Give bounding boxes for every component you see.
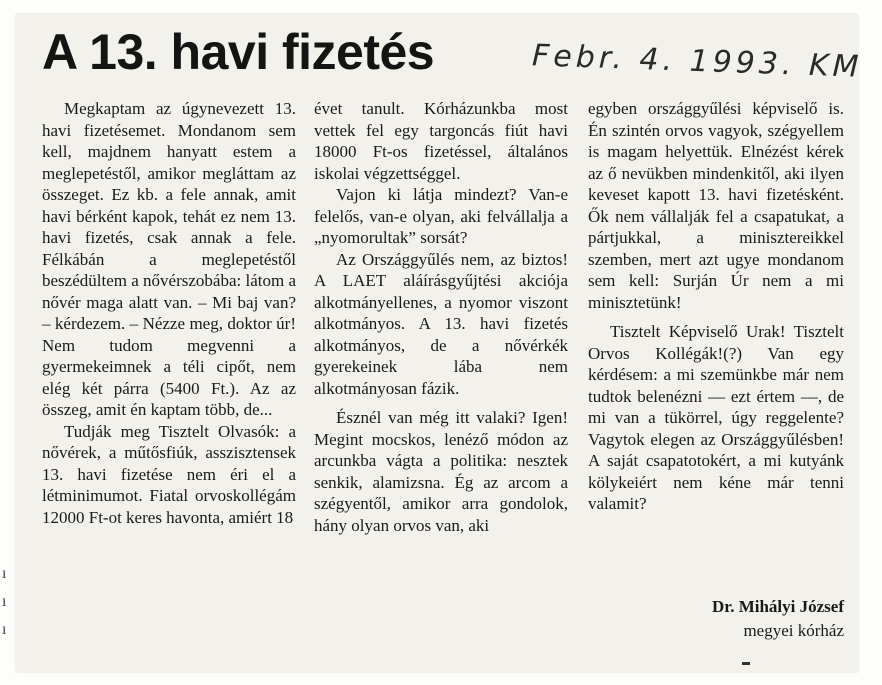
author-affiliation: megyei kórház [743, 621, 844, 640]
paragraph: egyben országgyűlési képviselő is. Én szintén orvos vagyok, szégyellem is magam helyettük. Elnézést kérek az ő nevükben mindenkitől, aki ilyen keveset kapott 13. havi fizetésként. Ők nem vállalják fel a csapatukat, a pártjukkal, a minisztereikkel szemben, mert azt ugye mondanom sem kell: Surján Úr nem a mi minisztetünk! [588, 99, 844, 312]
article-headline: A 13. havi fizetés [42, 24, 435, 80]
paragraph: évet tanult. Kórházunkba most vettek fel egy targoncás fiút havi 18000 Ft-os fizetéssel, általános iskolai végzettséggel. [314, 99, 568, 183]
left-edge-marks: ı ı ı [2, 565, 7, 638]
paragraph: Tisztelt Képviselő Urak! Tisztelt Orvos Kollégák!(?) Van egy kérdésem: a mi szemünkbe már nem tudtok belenézni — ezt értem —, de mi van a tükörrel, úgy reggelente? Vagytok elegen az Országgyűlésben! A saját csapatotokért, a mi kutyánk kölykeiért nem kéne már tenni valamit? [588, 322, 844, 513]
article-column-2 [314, 98, 568, 536]
section-spacer [314, 399, 568, 407]
paragraph: Vajon ki látja mindezt? Van-e felelős, van-e olyan, aki felvállalja a „nyomorultak” sorsát? [314, 185, 568, 247]
article-column-3 [588, 98, 844, 515]
print-mark [742, 662, 750, 665]
paragraph: Az Országgyűlés nem, az biztos! A LAET aláírásgyűjtési akciója alkotmányellenes, a nyomor viszont alkotmányos. A 13. havi fizetés alkotmányos, de a nővérkék gyerekeinek lába nem alkotmányosan fázik. [314, 249, 568, 398]
handwritten-date-note: Febr. 4. 1993. KM [531, 38, 864, 85]
paragraph: Tudják meg Tisztelt Olvasók: a nővérek, a műtősfiúk, asszisztensek 13. havi fizetése nem éri el a létminimumot. Fiatal orvoskollégám 12000 Ft-ot keres havonta, amiért 18 [42, 421, 296, 527]
author-name: Dr. Mihályi József [711, 597, 844, 616]
article-column-1 [42, 98, 296, 528]
section-spacer [588, 313, 844, 321]
paragraph: Megkaptam az úgynevezett 13. havi fizetésemet. Mondanom sem kell, majdnem hanyatt estem a meglepetéstől, amikor megláttam az összeget. Ez kb. a fele annak, amit havi bérként kapok, tehát ez nem 13. havi fizetés, csak annak a fele. Félkábán a meglepetéstől beszédültem a nővérszobába: látom a nővér maga alatt van. – Mi baj van? – kérdezem. – Nézze meg, doktor úr! Nem tudom megvenni a gyermekeimnek a téli cipőt, nem elég két párra (5400 Ft.). Az az összeg, amit én kaptam több, de... [42, 99, 296, 419]
paragraph: Észnél van még itt valaki? Igen! Megint mocskos, lenéző módon az arcunkba vágta a politika: nesztek senkik, alamizsna. Ég az arcom a szégyentől, amikor arra gondolok, hány olyan orvos van, aki [314, 408, 568, 535]
